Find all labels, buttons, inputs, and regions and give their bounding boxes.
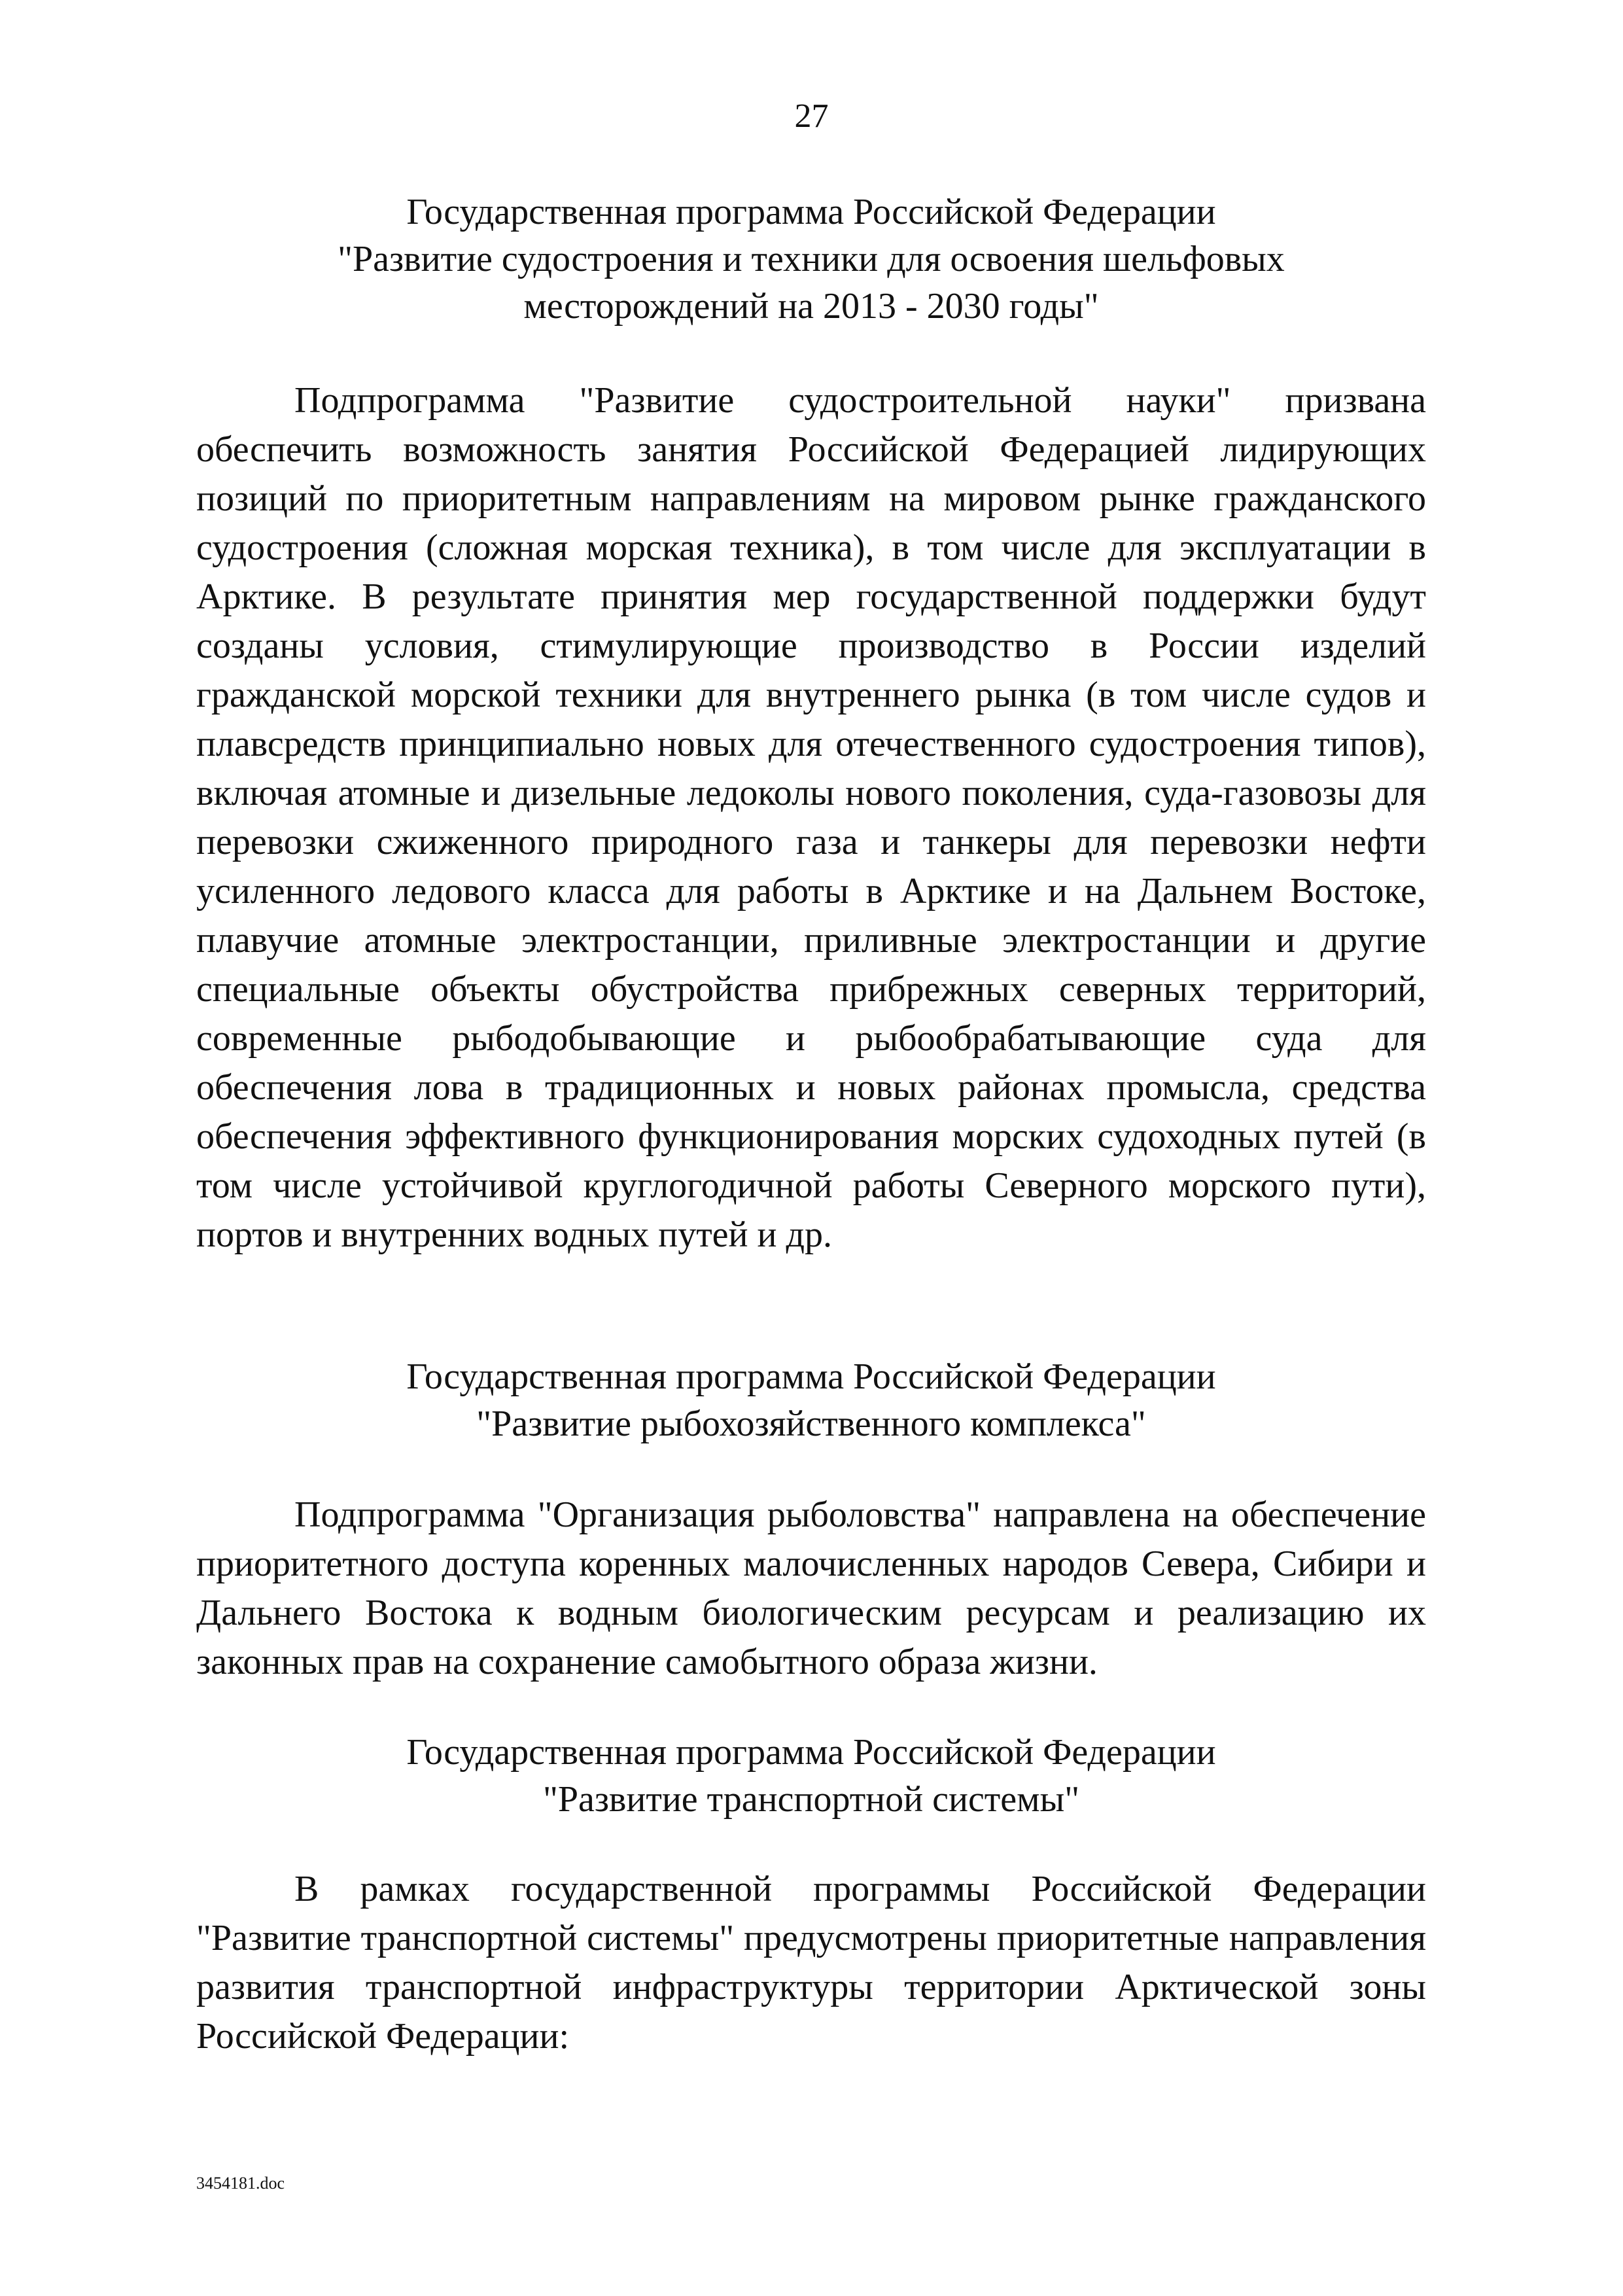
section-transport bbox=[196, 1729, 1426, 1823]
heading-line: Государственная программа Российской Федерации bbox=[406, 192, 1216, 232]
paragraph-shipbuilding-science: Подпрограмма "Развитие судостроительной науки" призвана обеспечить возможность занятия Российской Федерацией лидирующих позиций по приоритетным направлениям на мировом рынке гражданского судостроения (сложная морская техника), в том числе для эксплуатации в Арктике. В результате принятия мер государственной поддержки будут созданы условия, стимулирующие производство в России изделий гражданской морской техники для внутреннего рынка (в том числе судов и плавсредств принципиально новых для отечественного судостроения типов), включая атомные и дизельные ледоколы нового поколения, суда-газовозы для перевозки сжиженного природного газа и танкеры для перевозки нефти усиленного ледового класса для работы в Арктике и на Дальнем Востоке, плавучие атомные электростанции, приливные электростанции и другие специальные объекты обустройства прибрежных северных территорий, современные рыбодобывающие и рыбообрабатывающие суда для обеспечения лова в традиционных и новых районах промысла, средства обеспечения эффективного функционирования морских судоходных путей (в том числе устойчивой круглогодичной работы Северного морского пути), портов и внутренних водных путей и др. bbox=[196, 380, 1426, 1255]
heading-line: "Развитие транспортной системы" bbox=[542, 1779, 1080, 1820]
heading-line: месторождений на 2013 - 2030 годы" bbox=[523, 286, 1099, 327]
heading-line: Государственная программа Российской Федерации bbox=[406, 1732, 1216, 1773]
paragraph-fishing-organization: Подпрограмма "Организация рыболовства" направлена на обеспечение приоритетного доступа коренных малочисленных народов Севера, Сибири и Дальнего Востока к водным биологическим ресурсам и реализацию их законных прав на сохранение самобытного образа жизни. bbox=[196, 1494, 1426, 1682]
section-heading bbox=[196, 188, 1426, 330]
footer-file-reference: 3454181.doc bbox=[196, 2174, 285, 2193]
heading-line: "Развитие рыбохозяйственного комплекса" bbox=[476, 1404, 1146, 1444]
page-number: 27 bbox=[794, 97, 829, 135]
heading-line: Государственная программа Российской Федерации bbox=[406, 1356, 1216, 1397]
heading-line: "Развитие судостроения и техники для освоения шельфовых bbox=[338, 239, 1285, 279]
paragraph-transport-system: В рамках государственной программы Российской Федерации "Развитие транспортной системы" предусмотрены приоритетные направления развития транспортной инфраструктуры территории Арктической зоны Российской Федерации: bbox=[196, 1869, 1426, 2057]
section-fisheries bbox=[196, 1353, 1426, 1447]
section-shipbuilding bbox=[196, 188, 1426, 330]
section-heading bbox=[196, 1353, 1426, 1447]
section-heading bbox=[196, 1729, 1426, 1823]
